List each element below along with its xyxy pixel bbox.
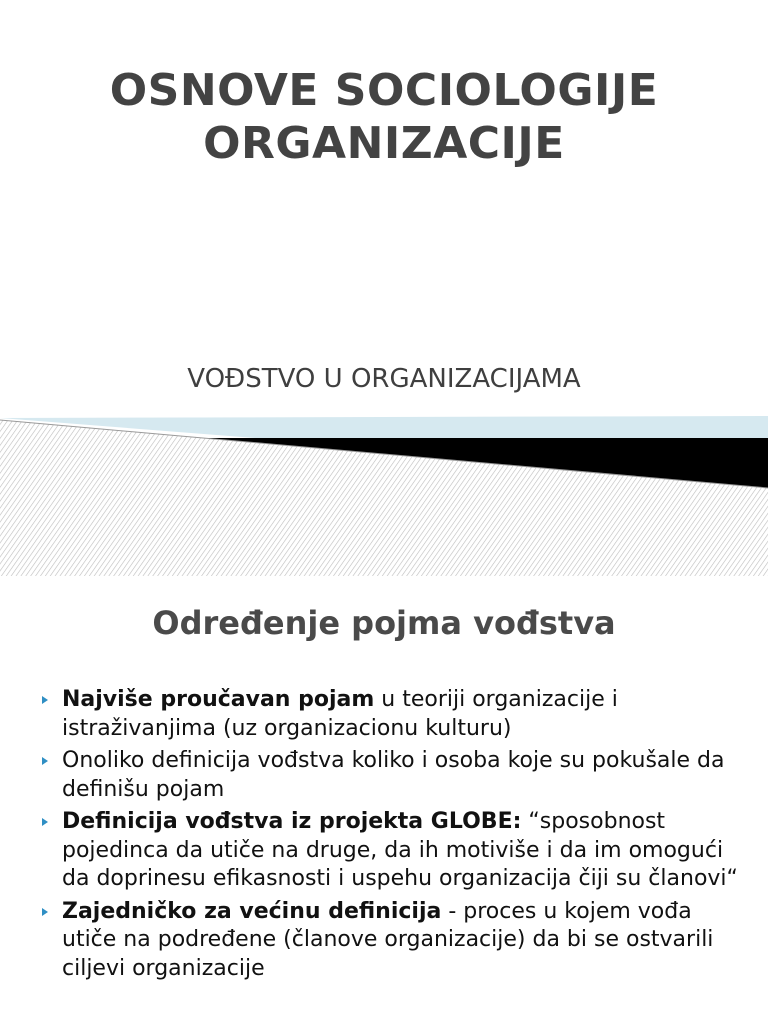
bullet-arrow-icon xyxy=(42,908,48,916)
bullet-bold-text: Zajedničko za većinu definicija xyxy=(62,898,442,924)
bullet-text: - proces u kojem vođa utiče na podređene (članove organizacije) da bi se ostvarili ciljevi organizacije xyxy=(62,898,714,981)
bullet-item xyxy=(40,898,740,984)
bullet-text: u teoriji organizacije i istraživanjima (uz organizacionu kulturu) xyxy=(62,687,618,741)
bullet-item xyxy=(40,747,740,804)
bullet-arrow-icon xyxy=(42,757,48,765)
slide-title-line-2: ORGANIZACIJE xyxy=(203,118,565,169)
bullet-bold-text: Definicija vođstva iz projekta GLOBE: xyxy=(62,809,522,834)
decorative-wave-band xyxy=(0,410,768,576)
bullet-text: “sposobnost pojedinca da utiče na druge, da ih motiviše i da im omogući da doprinesu efikasnosti i uspehu organizacija čiji su članovi“ xyxy=(62,809,738,891)
content-slide xyxy=(0,576,768,1024)
bullet-item xyxy=(40,686,740,743)
slide-heading: Određenje pojma vođstva xyxy=(152,604,616,642)
bullet-list xyxy=(40,686,740,987)
bullet-arrow-icon xyxy=(42,818,48,826)
bullet-arrow-icon xyxy=(42,696,48,704)
bullet-text: Onoliko definicija vođstva koliko i osoba koje su pokušale da definišu pojam xyxy=(62,748,725,802)
bullet-item xyxy=(40,808,740,894)
slide-title-line-1: OSNOVE SOCIOLOGIJE xyxy=(109,65,659,116)
slide-title xyxy=(0,64,768,170)
bullet-bold-text: Najviše proučavan pojam xyxy=(62,687,375,712)
slide-subtitle: VOĐSTVO U ORGANIZACIJAMA xyxy=(187,364,581,394)
